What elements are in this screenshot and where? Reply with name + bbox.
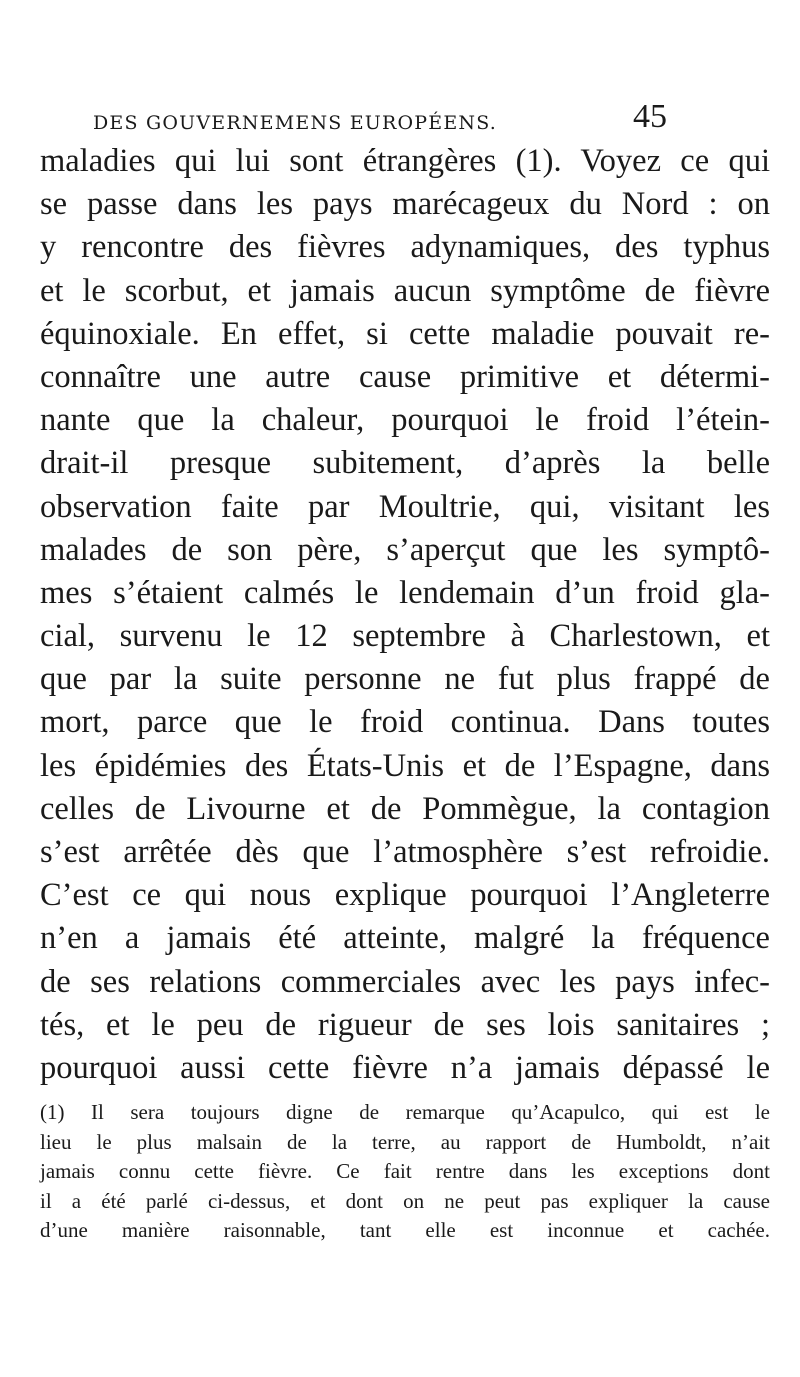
body-line: observation faite par Moultrie, qui, visitant les <box>40 488 770 525</box>
body-line: les épidémies des États-Unis et de l’Espagne, dans <box>40 747 770 784</box>
body-line: malades de son père, s’aperçut que les symptô- <box>40 531 770 568</box>
footnote-line: lieu le plus malsain de la terre, au rapport de Humboldt, n’ait <box>40 1129 770 1154</box>
body-line: n’en a jamais été atteinte, malgré la fréquence <box>40 920 770 957</box>
body-line: mort, parce que le froid continua. Dans toutes <box>40 704 770 741</box>
body-line: drait-il presque subitement, d’après la belle <box>40 445 770 482</box>
body-line: tés, et le peu de rigueur de ses lois sanitaires ; <box>40 1006 770 1043</box>
body-line: cial, survenu le 12 septembre à Charlestown, et <box>40 618 770 655</box>
body-line: mes s’étaient calmés le lendemain d’un froid gla- <box>40 574 770 611</box>
body-line: pourquoi aussi cette fièvre n’a jamais dépassé le <box>40 1049 770 1086</box>
body-line: connaître une autre cause primitive et détermi- <box>40 358 770 395</box>
body-line: y rencontre des fièvres adynamiques, des typhus <box>40 229 770 266</box>
body-line: C’est ce qui nous explique pourquoi l’Angleterre <box>40 877 770 914</box>
running-head <box>93 92 667 135</box>
footnote-line: jamais connu cette fièvre. Ce fait rentre dans les exceptions dont <box>40 1159 770 1183</box>
body-line: s’est arrêtée dès que l’atmosphère s’est refroidie. <box>40 834 770 870</box>
body-line: celles de Livourne et de Pommègue, la contagion <box>40 790 770 827</box>
footnote <box>40 1098 770 1246</box>
body-line: se passe dans les pays marécageux du Nord : on <box>40 186 770 223</box>
running-title: DES GOUVERNEMENS EUROPÉENS. <box>93 112 498 134</box>
body-text <box>40 140 770 1090</box>
body-line: nante que la chaleur, pourquoi le froid l’étein- <box>40 402 770 439</box>
body-line: maladies qui lui sont étrangères (1). Voyez ce qui <box>40 143 770 179</box>
body-line: de ses relations commerciales avec les pays infec- <box>40 963 770 1000</box>
page-number: 45 <box>633 98 667 135</box>
body-line: que par la suite personne ne fut plus frappé de <box>40 661 770 698</box>
body-line: et le scorbut, et jamais aucun symptôme de fièvre <box>40 272 770 309</box>
footnote-line: d’une manière raisonnable, tant elle est inconnue et cachée. <box>40 1218 770 1242</box>
body-line: équinoxiale. En effet, si cette maladie pouvait re- <box>40 315 770 352</box>
footnote-line: (1) Il sera toujours digne de remarque qu’Acapulco, qui est le <box>40 1100 770 1124</box>
footnote-line: il a été parlé ci-dessus, et dont on ne peut pas expliquer la cause <box>40 1188 770 1213</box>
